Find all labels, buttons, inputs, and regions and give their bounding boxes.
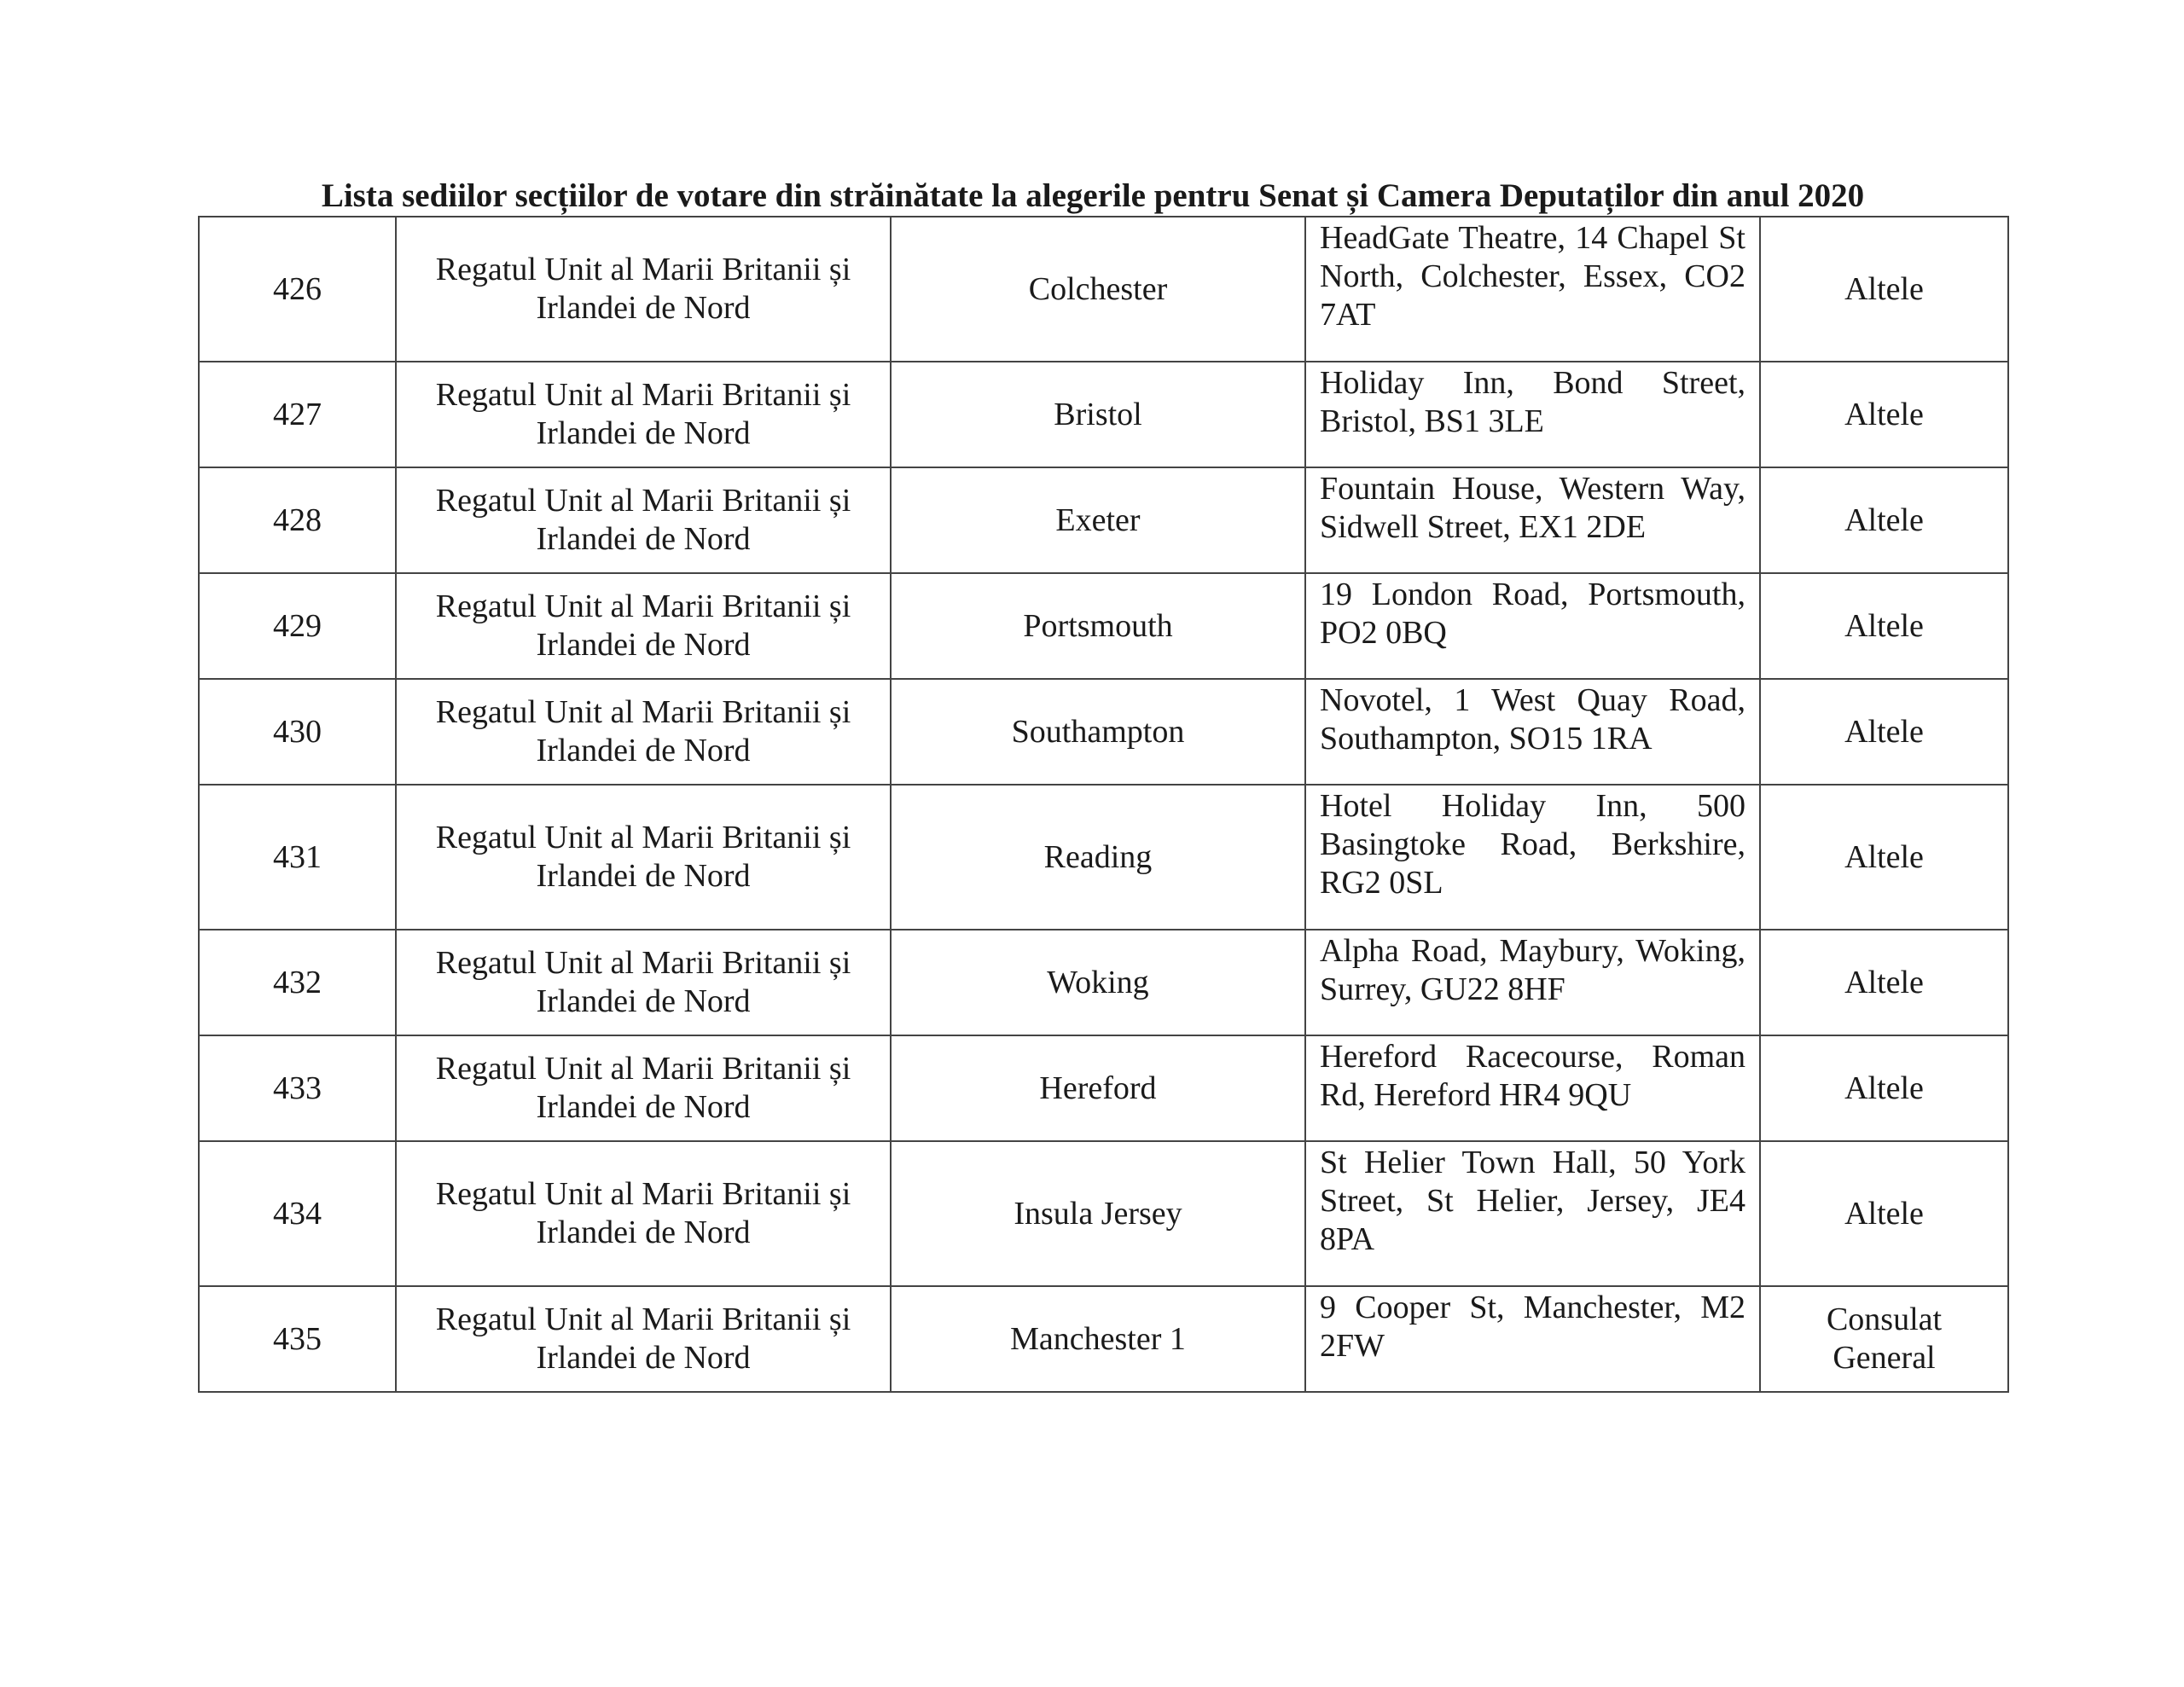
station-number: 434 [199, 1141, 396, 1286]
station-number: 435 [199, 1286, 396, 1392]
station-number: 426 [199, 217, 396, 362]
table-row [199, 362, 2008, 467]
station-type: Consulat General [1760, 1286, 2008, 1392]
station-country: Regatul Unit al Marii Britanii și Irlandei de Nord [396, 1286, 891, 1392]
station-type: Altele [1760, 217, 2008, 362]
station-type: Altele [1760, 930, 2008, 1035]
station-locality: Manchester 1 [891, 1286, 1305, 1392]
station-number: 428 [199, 467, 396, 573]
table-row [199, 1286, 2008, 1392]
table-row [199, 217, 2008, 362]
station-locality: Colchester [891, 217, 1305, 362]
station-address: 19 London Road, Portsmouth, PO2 0BQ [1305, 573, 1760, 679]
table-row [199, 573, 2008, 679]
station-number: 432 [199, 930, 396, 1035]
station-country: Regatul Unit al Marii Britanii și Irlandei de Nord [396, 217, 891, 362]
station-locality: Woking [891, 930, 1305, 1035]
station-locality: Portsmouth [891, 573, 1305, 679]
station-address: Hereford Racecourse, Roman Rd, Hereford HR4 9QU [1305, 1035, 1760, 1141]
station-type: Altele [1760, 467, 2008, 573]
station-type: Altele [1760, 785, 2008, 930]
station-country: Regatul Unit al Marii Britanii și Irlandei de Nord [396, 1141, 891, 1286]
station-address: Holiday Inn, Bond Street, Bristol, BS1 3LE [1305, 362, 1760, 467]
station-locality: Southampton [891, 679, 1305, 785]
station-country: Regatul Unit al Marii Britanii și Irlandei de Nord [396, 362, 891, 467]
station-type: Altele [1760, 1141, 2008, 1286]
station-number: 433 [199, 1035, 396, 1141]
station-locality: Insula Jersey [891, 1141, 1305, 1286]
station-address: St Helier Town Hall, 50 York Street, St Helier, Jersey, JE4 8PA [1305, 1141, 1760, 1286]
station-locality: Hereford [891, 1035, 1305, 1141]
table-row [199, 1035, 2008, 1141]
table-row [199, 467, 2008, 573]
table-row [199, 679, 2008, 785]
station-number: 431 [199, 785, 396, 930]
station-address: Alpha Road, Maybury, Woking, Surrey, GU22 8HF [1305, 930, 1760, 1035]
station-country: Regatul Unit al Marii Britanii și Irlandei de Nord [396, 573, 891, 679]
station-locality: Reading [891, 785, 1305, 930]
station-type: Altele [1760, 1035, 2008, 1141]
station-country: Regatul Unit al Marii Britanii și Irlandei de Nord [396, 467, 891, 573]
station-type: Altele [1760, 679, 2008, 785]
station-country: Regatul Unit al Marii Britanii și Irlandei de Nord [396, 1035, 891, 1141]
station-number: 430 [199, 679, 396, 785]
table-row [199, 930, 2008, 1035]
station-number: 427 [199, 362, 396, 467]
station-locality: Exeter [891, 467, 1305, 573]
polling-stations-table [198, 216, 2009, 1393]
station-country: Regatul Unit al Marii Britanii și Irlandei de Nord [396, 679, 891, 785]
station-address: Fountain House, Western Way, Sidwell Street, EX1 2DE [1305, 467, 1760, 573]
station-country: Regatul Unit al Marii Britanii și Irlandei de Nord [396, 785, 891, 930]
station-number: 429 [199, 573, 396, 679]
station-type: Altele [1760, 362, 2008, 467]
table-row [199, 785, 2008, 930]
station-address: Novotel, 1 West Quay Road, Southampton, SO15 1RA [1305, 679, 1760, 785]
station-address: HeadGate Theatre, 14 Chapel St North, Colchester, Essex, CO2 7AT [1305, 217, 1760, 362]
station-country: Regatul Unit al Marii Britanii și Irlandei de Nord [396, 930, 891, 1035]
table-row [199, 1141, 2008, 1286]
station-address: 9 Cooper St, Manchester, M2 2FW [1305, 1286, 1760, 1392]
station-address: Hotel Holiday Inn, 500 Basingtoke Road, Berkshire, RG2 0SL [1305, 785, 1760, 930]
document-title: Lista sediilor secțiilor de votare din străinătate la alegerile pentru Senat și Camera Deputaților din anul 2020 [321, 177, 1865, 214]
station-locality: Bristol [891, 362, 1305, 467]
station-type: Altele [1760, 573, 2008, 679]
